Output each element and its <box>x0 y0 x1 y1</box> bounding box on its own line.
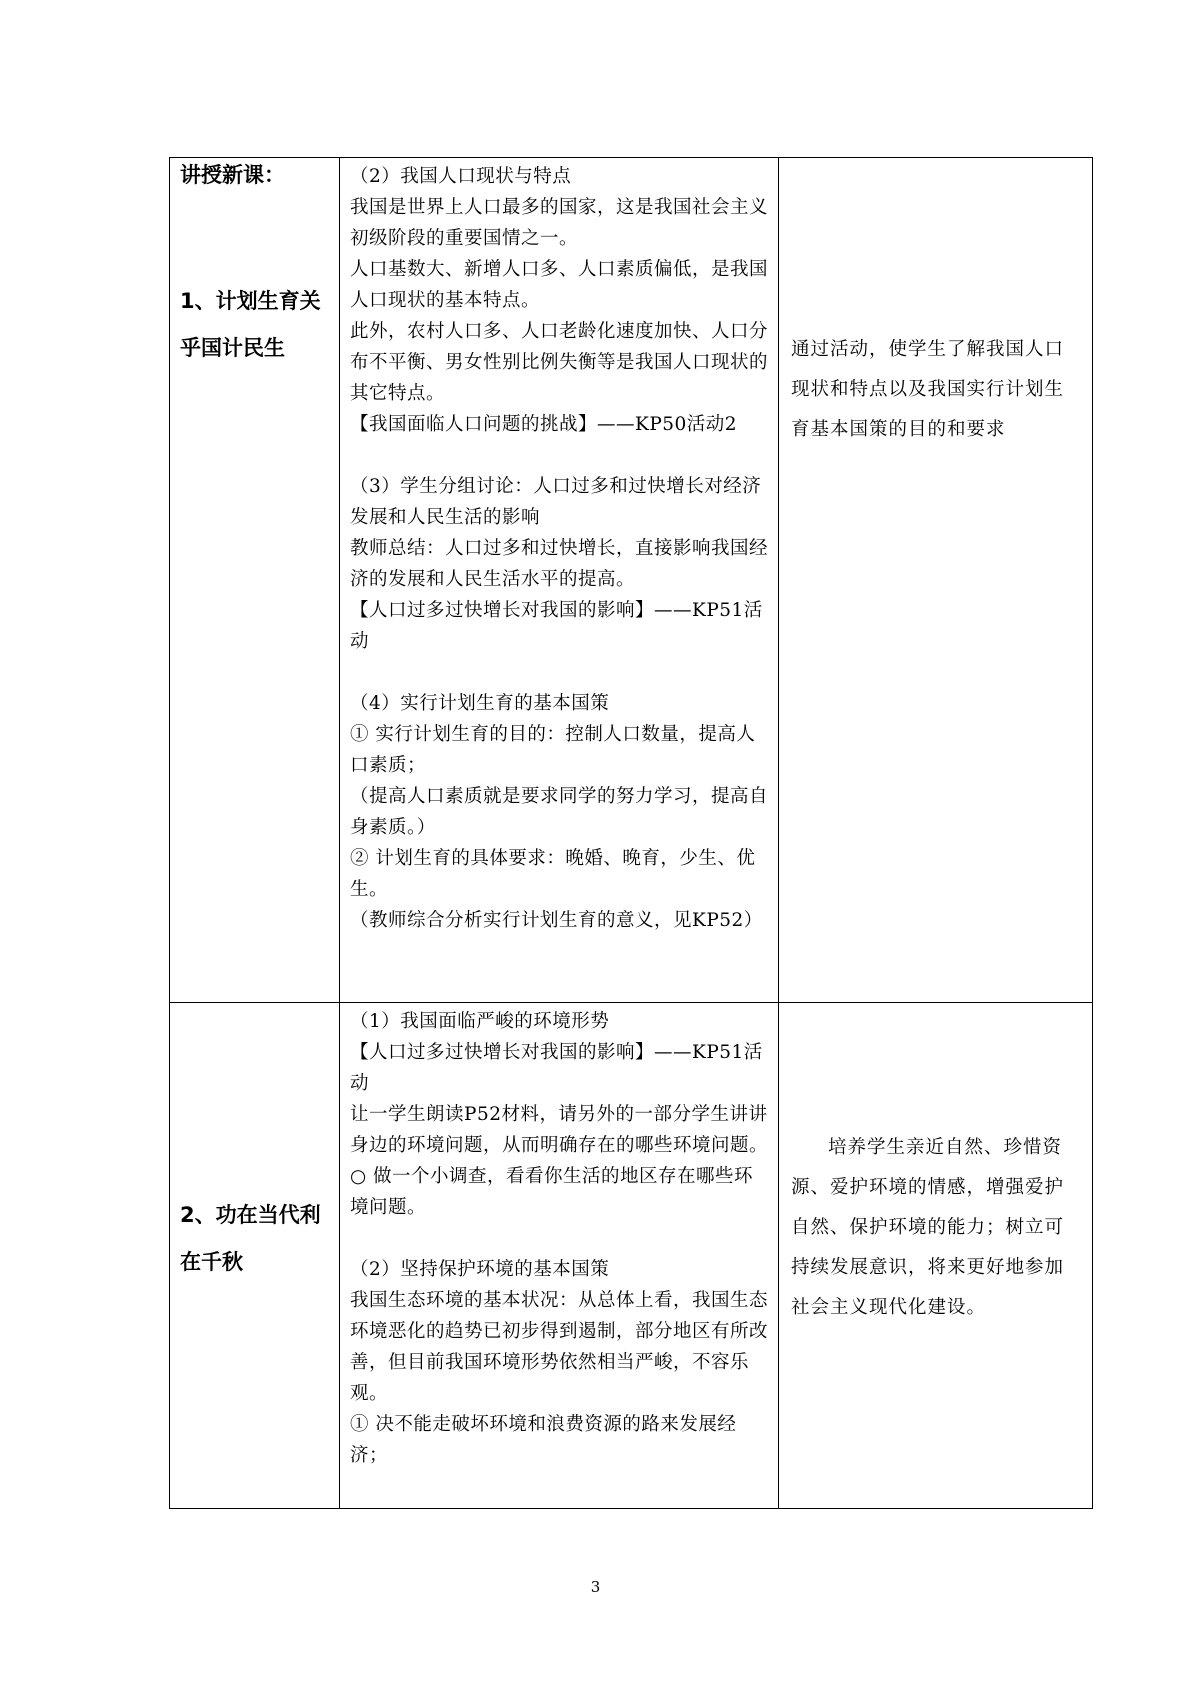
content-line: 我国是世界上人口最多的国家，这是我国社会主义初级阶段的重要国情之一。 <box>350 197 769 249</box>
content-line: ② 计划生育的具体要求：晚婚、晚育，少生、优生。 <box>350 848 756 900</box>
lesson-plan-table-wrapper <box>169 157 1065 1509</box>
content-line: 我国生态环境的基本状况：从总体上看，我国生态环境恶化的趋势已初步得到遏制，部分地区有所改善，但目前我国环境形势依然相当严峻，不容乐观。 <box>350 1290 769 1404</box>
content-line: 【我国面临人口问题的挑战】——KP50活动2 <box>350 414 738 435</box>
goal-text: 通过活动，使学生了解我国人口现状和特点以及我国实行计划生育基本国策的目的和要求 <box>791 339 1065 440</box>
content-cell <box>340 158 779 1003</box>
content-line: 【人口过多过快增长对我国的影响】——KP51活动 <box>350 600 763 652</box>
content-line: （4）实行计划生育的基本国策 <box>350 693 610 714</box>
content-line: ① 决不能走破坏环境和浪费资源的路来发展经济； <box>350 1414 737 1466</box>
blank-line <box>350 440 768 471</box>
section-title: 2、功在当代利在千秋 <box>180 1203 321 1274</box>
content-cell <box>340 1003 779 1509</box>
content-line: （2）坚持保护环境的基本国策 <box>350 1259 610 1280</box>
content-line: ○ 做一个小调查，看看你生活的地区存在哪些环境问题。 <box>350 1166 754 1218</box>
content-line: ① 实行计划生育的目的：控制人口数量，提高人口素质； <box>350 724 756 776</box>
content-line: 人口基数大、新增人口多、人口素质偏低，是我国人口现状的基本特点。 <box>350 259 769 311</box>
table-row <box>170 1003 1093 1509</box>
table-row <box>170 158 1093 1003</box>
content-line: （提高人口素质就是要求同学的努力学习，提高自身素质。） <box>350 786 769 838</box>
content-line: （2）我国人口现状与特点 <box>350 166 572 187</box>
content-line: 教师总结：人口过多和过快增长，直接影响我国经济的发展和人民生活水平的提高。 <box>350 538 769 590</box>
content-line: （3）学生分组讨论：人口过多和过快增长对经济发展和人民生活的影响 <box>350 476 762 528</box>
content-line: 此外，农村人口多、人口老龄化速度加快、人口分布不平衡、男女性别比例失衡等是我国人口现状的其它特点。 <box>350 321 769 404</box>
content-line: （教师综合分析实行计划生育的意义，见KP52） <box>350 910 763 931</box>
content-line: 【人口过多过快增长对我国的影响】——KP51活动 <box>350 1042 763 1094</box>
section-cell <box>170 158 340 1003</box>
content-line: （1）我国面临严峻的环境形势 <box>350 1011 610 1032</box>
lesson-plan-table <box>169 157 1093 1509</box>
content-line: 让一学生朗读P52材料，请另外的一部分学生讲讲身边的环境问题，从而明确存在的哪些环境问题。 <box>350 1104 769 1156</box>
blank-line <box>350 657 768 688</box>
goal-cell <box>779 1003 1093 1509</box>
page-number: 3 <box>590 1578 601 1596</box>
goal-text: 培养学生亲近自然、珍惜资源、爱护环境的情感，增强爱护自然、保护环境的能力；树立可持续发展意识，将来更好地参加社会主义现代化建设。 <box>791 1137 1065 1318</box>
goal-cell <box>779 158 1093 1003</box>
section-title: 1、计划生育关乎国计民生 <box>180 289 321 360</box>
blank-line <box>350 1223 768 1254</box>
header-label: 讲授新课： <box>180 163 285 187</box>
section-cell <box>170 1003 340 1509</box>
